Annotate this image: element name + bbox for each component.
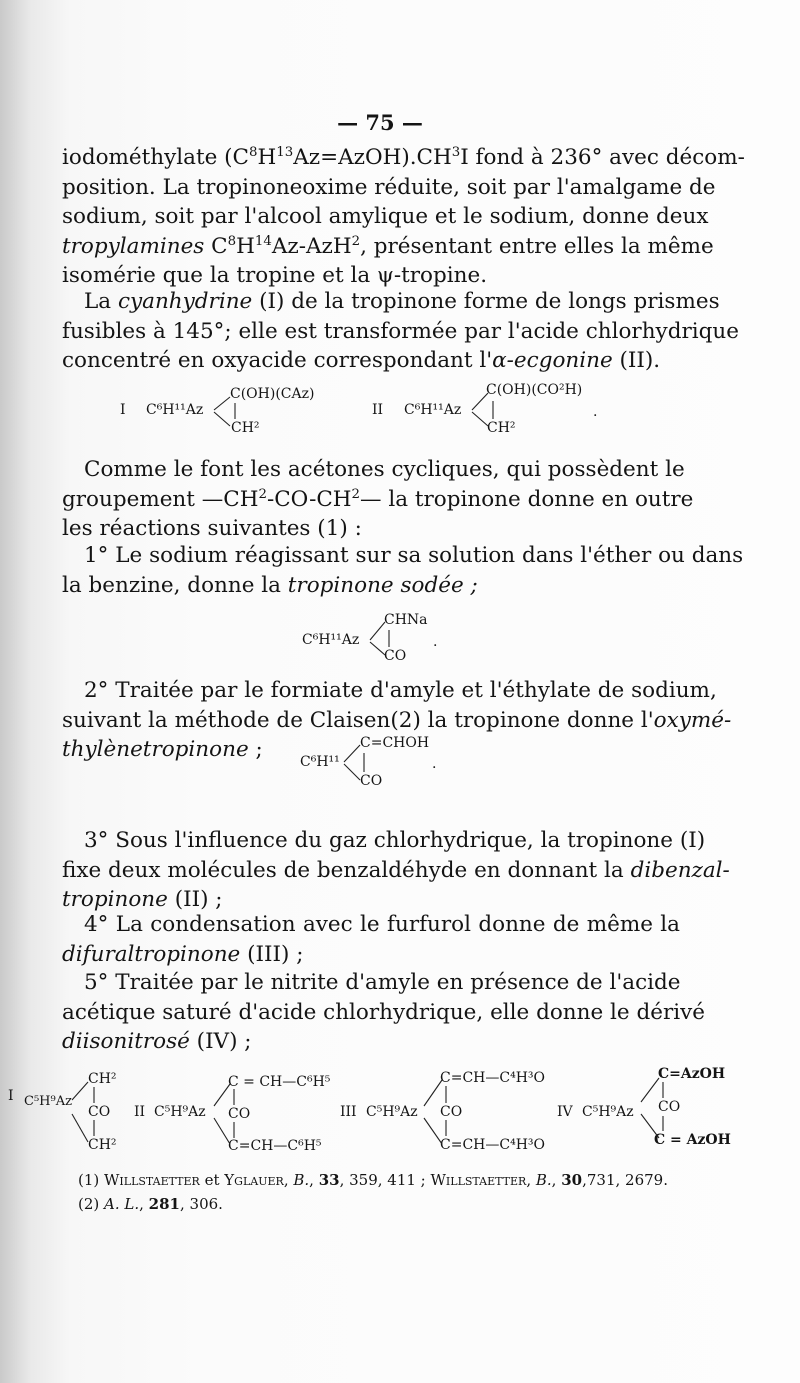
- text-line: fixe deux molécules de benzaldéhyde en donnant la dibenzal-: [62, 857, 730, 883]
- formula-dot: .: [432, 756, 437, 772]
- formula-base: C⁶H¹¹Az: [302, 632, 360, 648]
- formula-base: C⁵H⁹Az: [582, 1104, 634, 1120]
- formula-bottom: CO: [360, 773, 383, 789]
- text-line: les réactions suivantes (1) :: [62, 516, 362, 541]
- text-line: 1° Le sodium réagissant sur sa solution dans l'éther ou dans: [84, 543, 744, 568]
- formula-mid: CO: [88, 1104, 111, 1120]
- formula-bottom: C=CH—C⁶H⁵: [228, 1138, 322, 1154]
- formula-mid: CO: [228, 1106, 251, 1122]
- formula-dot: .: [593, 404, 598, 420]
- text-line: iodométhylate $(C^8H^{13}Az=AzOH).CH^3I$ fond à 236° avec décom-: [62, 144, 745, 170]
- text-line: groupement $—CH^2-CO-CH^2—$ la tropinone donne en outre: [62, 486, 694, 512]
- text-line: tropinone (II) ;: [62, 887, 223, 912]
- formula-top: C(OH)(CAz): [230, 386, 315, 402]
- formula-bottom: C=CH—C⁴H³O: [440, 1137, 545, 1153]
- formula-mid: CO: [658, 1099, 681, 1115]
- formula-top: CH²: [88, 1071, 117, 1087]
- text-line: difuraltropinone (III) ;: [62, 941, 304, 967]
- formula-base: C⁵H⁹Az: [154, 1104, 206, 1120]
- formula-bottom: CO: [384, 648, 407, 664]
- formula-bottom: C = AzOH: [654, 1132, 731, 1148]
- formula-base: C⁶H¹¹Az: [404, 402, 462, 418]
- text-line: la benzine, donne la tropinone sodée ;: [62, 572, 478, 598]
- formula-label: I: [120, 402, 126, 418]
- formula-base: C⁵H⁹Az: [24, 1094, 72, 1109]
- formula-base: C⁵H⁹Az: [366, 1104, 418, 1120]
- formula-top: C = CH—C⁶H⁵: [228, 1074, 331, 1090]
- text-line: thylènetropinone ;: [62, 737, 263, 762]
- footnote-2: (2) A. L., 281, 306.: [78, 1195, 223, 1213]
- text-line: Comme le font les acétones cycliques, qui possèdent le: [84, 457, 685, 482]
- text-line: 3° Sous l'influence du gaz chlorhydrique, la tropinone (I): [84, 828, 706, 853]
- formula-bottom: CH²: [88, 1137, 117, 1153]
- formula-label: III: [340, 1104, 357, 1120]
- text-line: position. La tropinoneoxime réduite, soit par l'amalgame de: [62, 174, 716, 200]
- text-line: 2° Traitée par le formiate d'amyle et l'éthylate de sodium,: [84, 678, 717, 703]
- text-line: La cyanhydrine (I) de la tropinone forme de longs prismes: [84, 289, 720, 314]
- formula-label: II: [372, 402, 384, 418]
- text-line: 5° Traitée par le nitrite d'amyle en présence de l'acide: [84, 970, 681, 995]
- footnote-1: (1) Willstaetter et Yglauer, B., 33, 359, 411 ; Willstaetter, B., 30,731, 2679.: [78, 1171, 668, 1189]
- formula-top: C=CHOH: [360, 735, 430, 751]
- formula-bottom: CH²: [231, 420, 260, 436]
- text-line: concentré en oxyacide correspondant l'α-ecgonine (II).: [62, 348, 661, 373]
- text-line: acétique saturé d'acide chlorhydrique, elle donne le dérivé: [62, 999, 706, 1025]
- formula-label: I: [8, 1088, 14, 1104]
- text-line: isomérie que la tropine et la ψ-tropine.: [62, 263, 488, 288]
- formula-top: C(OH)(CO²H): [486, 382, 583, 398]
- text-line: sodium, soit par l'alcool amylique et le sodium, donne deux: [62, 204, 709, 229]
- formula-base: C⁶H¹¹: [300, 754, 340, 770]
- formula-top: CHNa: [384, 612, 428, 628]
- page-number: — 75 —: [337, 110, 423, 135]
- formula-top: C=CH—C⁴H³O: [440, 1070, 545, 1086]
- text-line: fusibles à 145°; elle est transformée par l'acide chlorhydrique: [62, 318, 739, 344]
- formula-label: II: [134, 1104, 146, 1120]
- text-line: diisonitrosé (IV) ;: [62, 1029, 252, 1054]
- formula-top: C=AzOH: [658, 1066, 726, 1082]
- text-line: suivant la méthode de Claisen(2) la tropinone donne l'oxymé-: [62, 707, 732, 733]
- text-line: tropylamines $C^8H^{14}Az-AzH^2$, présentant entre elles la même: [62, 233, 714, 259]
- formula-mid: CO: [440, 1104, 463, 1120]
- formula-base: C⁶H¹¹Az: [146, 402, 204, 418]
- text-line: 4° La condensation avec le furfurol donne de même la: [84, 912, 680, 937]
- formula-dot: .: [433, 634, 438, 650]
- formula-label: IV: [557, 1104, 573, 1120]
- formula-bottom: CH²: [487, 420, 516, 436]
